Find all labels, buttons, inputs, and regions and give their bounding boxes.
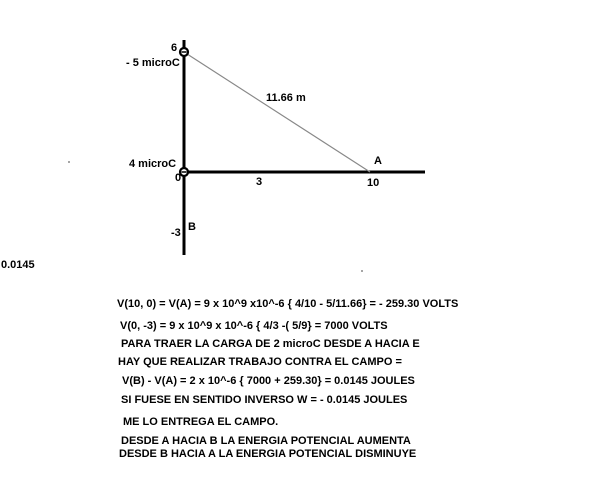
equation-extra: - 259.30 VOLTS xyxy=(375,298,459,310)
equation-main: ME LO ENTREGA EL CAMPO. xyxy=(123,416,279,428)
equation-main: SI FUESE EN SENTIDO INVERSO W = - 0.0145 JOULES xyxy=(121,394,408,406)
equation-main: V(0, -3) = 9 x 10^9 x 10^-6 { 4/3 -( 5/9} = 7000 VOLTS xyxy=(120,320,388,332)
equation-extra: DESDE A HACIA E xyxy=(320,338,420,350)
side-value: 0.0145 xyxy=(1,259,35,271)
equation-main: DESDE A HACIA B LA ENERGIA POTENCIAL AUMENTA xyxy=(121,435,411,447)
equation-line-1 xyxy=(117,298,458,310)
speck xyxy=(68,161,70,163)
equation-main: DESDE B HACIA A LA ENERGIA POTENCIAL xyxy=(119,448,353,460)
tick-y-origin: 0 xyxy=(175,172,182,184)
tick-x-right: 10 xyxy=(367,177,380,189)
equation-line-8 xyxy=(121,435,411,447)
distance-label: 11.66 m xyxy=(266,92,306,104)
tick-y-top: 6 xyxy=(171,42,178,54)
tick-y-bottom: -3 xyxy=(171,227,181,239)
equation-main: PARA TRAER LA CARGA DE 2 microC xyxy=(121,338,321,350)
equation-line-7 xyxy=(123,416,278,428)
hypotenuse-line xyxy=(184,52,370,172)
tick-x-mid: 3 xyxy=(256,176,263,188)
equation-line-9 xyxy=(119,448,416,460)
charge-marker-origin xyxy=(180,168,188,176)
equation-extra: JOULES xyxy=(367,375,415,387)
equation-main: HAY QUE REALIZAR TRABAJO CONTRA EL CAMPO = xyxy=(118,356,402,368)
equation-line-5 xyxy=(122,375,415,387)
equation-line-4 xyxy=(118,356,402,368)
equation-main: V(B) - V(A) = 2 x 10^-6 { 7000 + 259.30} = 0.0145 xyxy=(122,375,368,387)
speck xyxy=(361,270,363,272)
point-b-label: B xyxy=(188,221,196,233)
point-a-label: A xyxy=(374,155,382,167)
equation-main: V(10, 0) = V(A) = 9 x 10^9 x10^-6 { 4/10 - 5/11.66} = xyxy=(117,298,376,310)
equation-line-6 xyxy=(121,394,407,406)
charge-origin-label: 4 microC xyxy=(129,158,177,170)
equation-line-2 xyxy=(120,320,388,332)
equation-extra: DISMINUYE xyxy=(352,448,417,460)
charge-marker-top xyxy=(180,48,188,56)
equation-line-3 xyxy=(121,338,420,350)
charge-top-label: - 5 microC xyxy=(126,57,180,69)
